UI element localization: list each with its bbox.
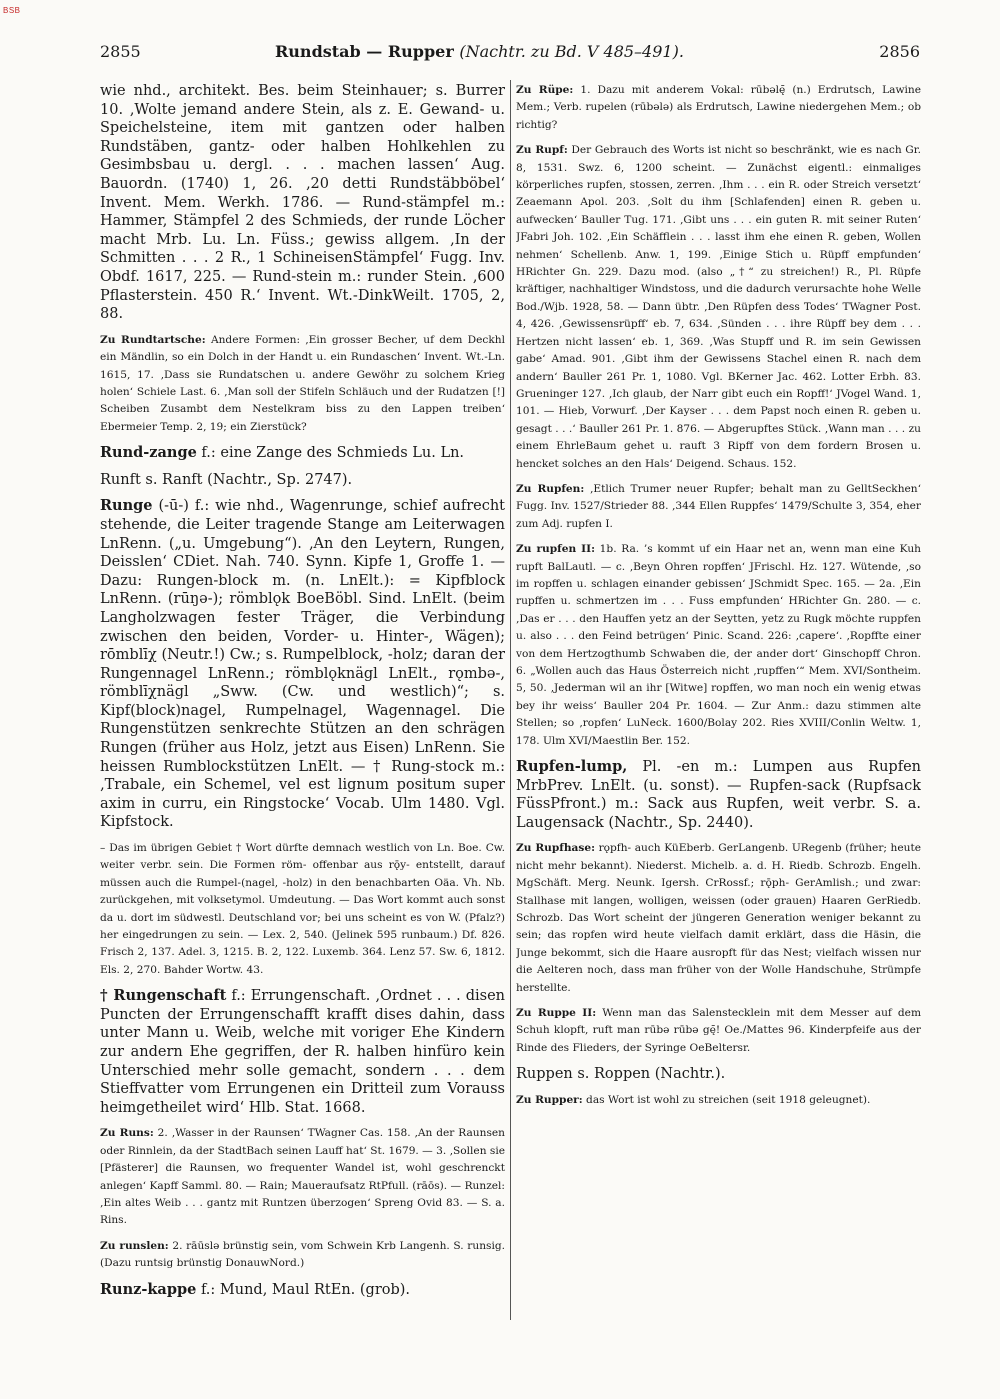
dictionary-entry bbox=[100, 840, 505, 979]
entry-text: Andere Formen: ‚Ein grosser Becher, uf dem Deckhl ein Mändlin, so ein Dolch in der Handt u. ein Rundaschen‘ Invent. Wt.-Ln. 1615, 17. ‚Dass sie Rundatschen u. andere Gewöhr zu solchem Krieg holen‘ Schiele Last. 6. ‚Man soll der Stifeln Schläuch und der Rudatzen [!] Scheiben Zusambt dem Nestelkram biss zu den Lappen treiben‘ Ebermeier Temp. 2, 19; ein Zierstück? bbox=[100, 333, 505, 433]
entry-text: f.: Errungenschaft. ‚Ordnet . . . disen Puncten der Errungenschafft krafft dises dahin, dass unter Mann u. Weib, welche mit voriger Ehe Kindern zur andern Ehe gegriffen, der R. halben hinfüro kein Unterschied mehr solle gemacht, sondern . . . dem Stieffvatter vom Errungenen ein Dritteil zum Vorauss heimgetheilet wird‘ Hlb. Stat. 1668. bbox=[100, 988, 505, 1116]
dictionary-entry bbox=[516, 840, 921, 997]
dictionary-entry bbox=[516, 82, 921, 134]
entry-headword: Zu rupfen II: bbox=[516, 543, 595, 556]
entry-headword: Zu Ruppe II: bbox=[516, 1007, 597, 1020]
dictionary-entry bbox=[100, 82, 505, 324]
entry-text: f.: Mund, Maul RtEn. (grob). bbox=[196, 1281, 411, 1298]
entry-headword: Runge bbox=[100, 497, 153, 515]
entry-headword: Zu Runs: bbox=[100, 1127, 154, 1140]
dictionary-entry bbox=[516, 541, 921, 750]
entry-headword: Zu Rupfhase: bbox=[516, 842, 595, 855]
entry-text: Ruppen s. Roppen (Nachtr.). bbox=[516, 1066, 726, 1083]
running-title-main: Rundstab — Rupper bbox=[275, 42, 454, 61]
entry-text: – Das im übrigen Gebiet † Wort dürfte demnach westlich von Ln. Boe. Cw. weiter verbr. sein. Die Formen röm- offenbar aus rǭy- entstellt, darauf müssen auch die Rumpel-(nagel, -holz) in den benachbarten Oäa. Vh. Nb. zurückgehen, mit volksetymol. Umdeutung. — Das Wort kommt auch sonst da u. dort im südwestl. Deutschland vor; bei uns scheint es von W. (Pfalz?) her eingedrungen zu sein. — Lex. 2, 540. (Jelinek 595 runbaum.) Df. 826. Frisch 2, 137. Adel. 3, 1215. B. 2, 122. Luxemb. 364. Lenz 57. Sw. 6, 1812. Els. 2, 270. Bahder Wortw. 43. bbox=[100, 842, 505, 976]
dictionary-entry bbox=[516, 1092, 921, 1109]
running-title bbox=[275, 42, 684, 61]
left-column bbox=[100, 82, 505, 1307]
dictionary-entry bbox=[100, 1125, 505, 1229]
entry-text: 2. ‚Wasser in der Raunsen‘ TWagner Cas. 158. ‚An der Raunsen oder Rinnlein, da der StadtBach seinen Lauff hat‘ St. 1679. — 3. ‚Sollen sie [Pfästerer] die Raunsen, wo frequenter Wandel ist, wohl geschrenckt anlegen‘ Kapff Samml. 80. — Rain; Maueraufsatz RtPfull. (rāōs). — Runzel: ‚Ein altes Weib . . . gantz mit Runtzen überzogen‘ Spreng Ovid 83. — S. a. Rins. bbox=[100, 1127, 505, 1227]
entry-headword: Zu Rupfen: bbox=[516, 482, 585, 495]
dictionary-entry bbox=[100, 471, 505, 490]
entry-headword: Zu runslen: bbox=[100, 1239, 169, 1252]
library-stamp: BSB bbox=[3, 6, 21, 15]
entry-headword: Rund-zange bbox=[100, 444, 197, 462]
entry-text: 1. Dazu mit anderem Vokal: rūbəlę̄ (n.) Erdrutsch, Lawine Mem.; Verb. rupelen (rūbələ) als Erdrutsch, Lawine niedergehen Mem.; ob richtig? bbox=[516, 84, 921, 131]
page-header bbox=[100, 42, 920, 68]
entry-headword: Zu Rundtartsche: bbox=[100, 333, 206, 346]
entry-headword: Zu Rupf: bbox=[516, 144, 568, 157]
dictionary-entry bbox=[100, 987, 505, 1117]
entry-headword: Zu Rupper: bbox=[516, 1093, 583, 1106]
dictionary-entry bbox=[100, 444, 505, 463]
entry-text: f.: eine Zange des Schmieds Lu. Ln. bbox=[196, 445, 465, 462]
running-title-subtitle: (Nachtr. zu Bd. V 485–491). bbox=[459, 42, 684, 61]
dictionary-entry bbox=[100, 497, 505, 832]
dictionary-entry bbox=[516, 758, 921, 832]
entry-text: Wenn man das Salenstecklein mit dem Messer auf dem Schuh klopft, ruft man rūbə rūbə gę̄! Oe./Mattes 96. Kinderpfeife aus der Rinde des Flieders, der Syringe OeBeltersr. bbox=[516, 1007, 921, 1054]
dictionary-entry bbox=[516, 1065, 921, 1084]
dictionary-entry bbox=[516, 142, 921, 473]
entry-text: Runft s. Ranft (Nachtr., Sp. 2747). bbox=[100, 471, 353, 488]
entry-text: (-ū-) f.: wie nhd., Wagenrunge, schief aufrecht stehende, die Leiter tragende Stange am Leiterwagen LnRenn. („u. Umgebung“). ‚An den Leytern, Rungen, Deisslen‘ CDiet. Nah. 740. Synn. Kipfe 1, Groffe 1. — Dazu: Rungen-block m. (n. LnElt.): = Kipfblock LnRenn. (rūŋə-); römblǫk BoeBöbl. Sind. LnElt. (beim Langholzwagen fester Träger, die Verbindung zwischen den beiden, Vorder- u. Hinter-, Wägen); rōmblīχ (Neutr.!) Cw.; s. Rumpelblock, -holz; daran der Rungennagel LnRenn.; römblǫknägl LnElt., rǫmbə-, römblīχnägl „Sww. (Cw. und westlich)“; s. Kipf(block)nagel, Rumpelnagel, Wagennagel. Die Rungenstützen senkrechte Stützen an den schrägen Rungen (früher aus Holz, jetzt aus Eisen) LnRenn. Sie heissen Rumblockstützen LnElt. — † Rung-stock m.: ‚Trabale, ein Schemel, vel est lignum positum super axim in curru, ein Ringstocke‘ Vocab. Ulm 1480. Vgl. Kipfstock. bbox=[100, 498, 505, 831]
entry-headword: Runz-kappe bbox=[100, 1280, 197, 1298]
dictionary-entry bbox=[100, 1281, 505, 1300]
page-number-right: 2856 bbox=[879, 42, 920, 61]
entry-text: das Wort ist wohl zu streichen (seit 1918 geleugnet). bbox=[582, 1093, 871, 1106]
entry-text: ‚Etlich Trumer neuer Rupfer; behalt man zu GelltSeckhen‘ Fugg. Inv. 1527/Strieder 88. ‚344 Ellen Ruppfes‘ 1479/Schulte 3, 354, eher zum Adj. rupfen I. bbox=[516, 482, 921, 530]
entry-headword: Zu Rüpe: bbox=[516, 84, 574, 96]
column-divider bbox=[510, 80, 511, 1320]
entry-headword: † Rungenschaft bbox=[100, 987, 227, 1005]
page-number-left: 2855 bbox=[100, 42, 141, 61]
entry-text: Pl. -en m.: Lumpen aus Rupfen MrbPrev. LnElt. (u. sonst). — Rupfen-sack (Rupfsack FüssPfront.) m.: Sack aus Rupfen, weit verbr. S. a. Laugensack (Nachtr., Sp. 2440). bbox=[516, 759, 921, 831]
dictionary-entry bbox=[100, 1238, 505, 1273]
dictionary-entry bbox=[516, 481, 921, 533]
entry-text: wie nhd., architekt. Bes. beim Steinhauer; s. Burrer 10. ‚Wolte jemand andere Stein, als z. E. Gewand- u. Speichelsteine, item mit gantzen oder halben Rundstäben, gantz- oder halben Hohlkehlen zu Gesimbsbau u. dergl. . . . machen lassen‘ Aug. Bauordn. (1740) 1, 26. ‚20 detti Rundstäbböbel‘ Invent. Mem. Werkh. 1786. — Rund-stämpfel m.: Hammer, Stämpfel 2 des Schmieds, der runde Löcher macht Mrb. Lu. Ln. Füss.; gewiss allgem. ‚In der Schmitten . . . 2 R., 1 SchineisenStämpfel‘ Fugg. Inv. Obdf. 1617, 225. — Rund-stein m.: runder Stein. ‚600 Pflasterstein. 450 R.‘ Invent. Wt.-DinkWeilt. 1705, 2, 88. bbox=[100, 83, 505, 323]
entry-headword: Rupfen-lump, bbox=[516, 758, 628, 776]
entry-text: 2. rāūslə brünstig sein, vom Schwein Krb Langenh. S. runsig. (Dazu runtsig brünstig DonauwNord.) bbox=[100, 1239, 505, 1270]
dictionary-entry bbox=[516, 1005, 921, 1057]
entry-text: rǫpfh- auch KüEberb. GerLangenb. URegenb (früher; heute nicht mehr bekannt). Niederst. Michelb. a. d. H. Riedb. Schrozb. Engelh. MgSchäft. Merg. Neunk. Igersh. CrRossf.; rǭph- GerAmlish.; und zwar: Stallhase mit langen, wolligen, weissen (oder grauen) Haaren GerRiedb. Schrozb. Das Wort scheint der jüngeren Generation weniger bekannt zu sein; das ropfen wird heute vielfach damit erklärt, dass die Häsin, die Junge bekommt, sich die Haare ausropft für das Nest; vielfach wissen nur die Aelteren noch, dass man früher von der Wolle Handschuhe, Strümpfe herstellte. bbox=[516, 842, 921, 994]
entry-text: 1b. Ra. ’s kommt uf ein Haar net an, wenn man eine Kuh rupft BalLautl. — c. ‚Beyn Ohren ropffen‘ JFrischl. Hz. 127. Wütende, ‚so im ropffen u. schlagen einander gebissen‘ JSchmidt Spec. 165. — 2a. ‚Ein rupffen u. schmertzen im . . . Fuss empfunden‘ HRichter Gn. 280. — c. ‚Das er . . . den Hauffen yetz an der Seytten, yetz zu Rugk möchte ruppfen u. also . . . den Feind betrügen‘ Pinic. Scand. 226: ‚capere‘. ‚Ropffte einer von dem Hertzogthumb Schwaben die, der ander dort‘ Ginschopff Chron. 6. „Wollen auch das Haus Österreich nicht ‚rupffen‘“ Mem. XVI/Sontheim. 5, 50. ‚Jederman wil an ihr [Witwe] ropffen, wo man noch ein wenig etwas bey ihr weiss‘ Bauller 204 Pr. 1604. — Zur Anm.: dazu stimmen alte Stellen; so ‚ropfen‘ LuNeck. 1600/Bolay 202. Ries XVIII/Conlin Weltw. 1, 178. Ulm XVI/Maestlin Ber. 152. bbox=[516, 543, 921, 747]
entry-text: Der Gebrauch des Worts ist nicht so beschränkt, wie es nach Gr. 8, 1531. Swz. 6, 1200 scheint. — Zunächst eigentl.: einmaliges körperliches rupfen, stossen, zerren. ‚Ihm . . . ein R. oder Streich versetzt‘ Zeaemann Apol. 203. ‚Solt du ihm [Schlafenden] einen R. geben u. aufwecken‘ Bauller Tug. 171. ‚Gibt uns . . . ein guten R. mit seiner Ruten‘ JFabri Joh. 102. ‚Ein Schäfflein . . . lasst ihm ehe einen R. geben, Wollen nehmen‘ Schellenb. Anw. 1, 199. ‚Einige Stich u. Rüpff empfunden‘ HRichter Gn. 229. Dazu mod. (also „†“ zu streichen!) R., Pl. Rüpfe kräftiger, nachhaltiger Windstoss, und die dadurch verursachte hohe Welle Bod./Wjb. 1928, 58. — Dann übtr. ‚Den Rüpfen dess Todes‘ TWagner Post. 4, 426. ‚Gewissensrüpff‘ eb. 7, 634. ‚Sünden . . . ihre Rüpff bey dem . . . Hertzen nicht lassen‘ eb. 1, 369. ‚Was Stupff und R. im sein Gewissen gabe‘ Amad. 901. ‚Gibt ihm der Gewissens Stachel einen R. nach dem andern‘ Bauller 261 Pr. 1, 1080. Vgl. BKerner Jac. 462. Lotter Erbh. 83. Grueninger 127. ‚Ich glaub, der Narr gibt euch ein Ropff!‘ JVogel Wand. 1, 101. — Hieb, Vorwurf. ‚Der Kayser . . . dem Papst noch einen R. geben u. gesagt . . .‘ Bauller 261 Pr. 1. 876. — Abgerupftes Stück. ‚Wann man . . . zu einem EhrleBaum gehet u. rauft 3 Ripff von dem fordern Brosen u. hencket solches an den Hals‘ Deigend. Schaus. 152. bbox=[516, 144, 921, 470]
dictionary-entry bbox=[100, 332, 505, 436]
right-column bbox=[516, 82, 921, 1117]
